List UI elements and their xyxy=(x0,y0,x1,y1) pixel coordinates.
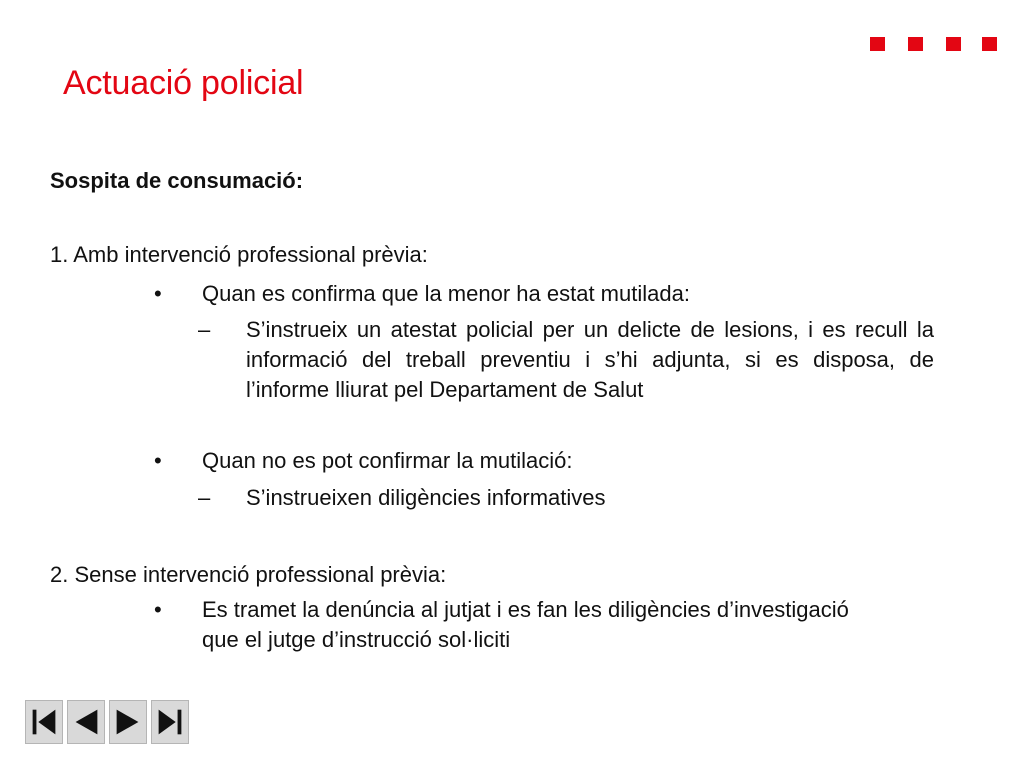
next-slide-icon xyxy=(110,701,146,743)
previous-slide-button[interactable] xyxy=(67,700,105,744)
bullet-marker: • xyxy=(154,597,162,622)
section1-label: 1. Amb intervenció professional prèvia: xyxy=(50,242,428,267)
decorative-square xyxy=(870,37,885,51)
last-slide-icon xyxy=(152,701,188,743)
previous-slide-icon xyxy=(68,701,104,743)
section1-bullet1: Quan es confirma que la menor ha estat mutilada: xyxy=(202,281,690,306)
dash-marker: – xyxy=(198,317,211,342)
section1-sub1: S’instrueix un atestat policial per un delicte de lesions, i es recull la informació del treball preventiu i s’hi adjunta, si es disposa, de l’informe lliurat pel Departament de Salut xyxy=(246,317,934,402)
bullet-marker: • xyxy=(154,448,162,473)
section1-bullet2: Quan no es pot confirmar la mutilació: xyxy=(202,448,573,473)
dash-marker: – xyxy=(198,485,211,510)
section2-bullet1: Es tramet la denúncia al jutjat i es fan les diligències d’investigació que el jutge d’instrucció sol·liciti xyxy=(202,597,849,652)
section1-sub2: S’instrueixen diligències informatives xyxy=(246,485,606,510)
decorative-square xyxy=(982,37,997,51)
slide-title: Actuació policial xyxy=(63,64,304,102)
section-heading: Sospita de consumació: xyxy=(50,168,304,193)
first-slide-button[interactable] xyxy=(25,700,63,744)
decorative-square xyxy=(908,37,923,51)
decorative-square xyxy=(946,37,961,51)
slide-navigation xyxy=(25,700,190,746)
bullet-marker: • xyxy=(154,281,162,306)
next-slide-button[interactable] xyxy=(109,700,147,744)
last-slide-button[interactable] xyxy=(151,700,189,744)
section2-label: 2. Sense intervenció professional prèvia: xyxy=(50,562,447,587)
first-slide-icon xyxy=(26,701,62,743)
